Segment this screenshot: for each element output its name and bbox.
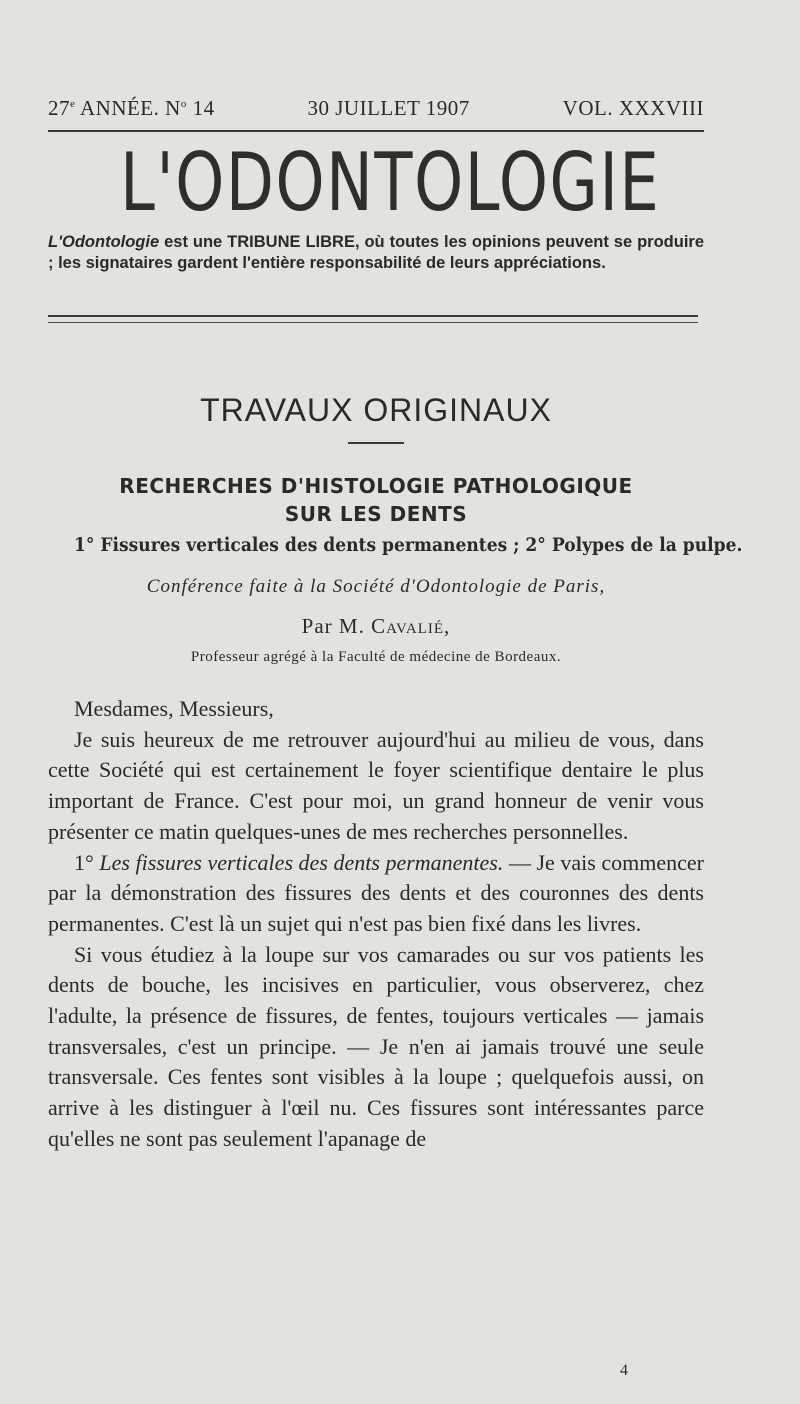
author-line: Par M. Cavalié, <box>301 614 451 638</box>
article-title <box>48 472 704 528</box>
author-affiliation: Professeur agrégé à la Faculté de médecine de Bordeaux. <box>190 649 562 665</box>
page-number: 4 <box>620 1362 628 1379</box>
issue-date: 30 JUILLET 1907 <box>307 96 470 120</box>
issue-info: 27e ANNÉE. $N^o$ 14 <box>48 96 215 120</box>
volume-number: VOL. XXXVIII <box>562 96 704 120</box>
editorial-notice <box>48 232 704 274</box>
notice-text: est une TRIBUNE LIBRE, où toutes les opinions peuvent se produire ; les signataires gardent l'entière responsabilité de leurs appréciations. <box>48 233 704 272</box>
divider-rule <box>48 315 698 317</box>
journal-title: L'ODONTOLOGIE <box>120 136 661 229</box>
running-header <box>48 96 704 121</box>
article-subtitle: 1° Fissures verticales des dents permanentes ; 2° Polypes de la pulpe. <box>74 534 743 556</box>
paragraph: Je suis heureux de me retrouver aujourd'hui au milieu de vous, dans cette Société qui est certainement le foyer scientifique dentaire le plus important de France. C'est pour moi, un grand honneur de venir vous présenter ce matin quelques-unes de mes recherches personnelles. <box>48 726 704 844</box>
conference-note: Conférence faite à la Société d'Odontologie de Paris, <box>146 576 606 597</box>
section-title: TRAVAUX ORIGINAUX <box>200 392 552 428</box>
divider-rule-thin <box>48 322 698 323</box>
author-name: Cavalié, <box>371 614 451 638</box>
article-title-line-1: RECHERCHES D'HISTOLOGIE PATHOLOGIQUE <box>119 474 633 498</box>
notice-journal-name: L'Odontologie <box>48 233 160 251</box>
article-body <box>48 694 704 1155</box>
article-title-line-2: SUR LES DENTS <box>284 502 468 526</box>
paragraph: 1° Les fissures verticales des dents permanentes. — Je vais commencer par la démonstration des fissures des dents et des couronnes des dents permanentes. C'est là un sujet qui n'est pas bien fixé dans les livres. <box>48 849 704 936</box>
salutation: Mesdames, Messieurs, <box>74 696 274 721</box>
paragraph: Si vous étudiez à la loupe sur vos camarades ou sur vos patients les dents de bouche, les incisives en particulier, vous observerez, chez l'adulte, la présence de fissures, de fentes, toujours verticales — jamais transversales, c'est un principe. — Je n'en ai jamais trouvé une seule transversale. Ces fentes sont visibles à la loupe ; quelquefois aussi, on arrive à les distinguer à l'œil nu. Ces fissures sont intéressantes parce qu'elles ne sont pas seulement l'apanage de <box>48 941 704 1151</box>
header-rule <box>48 130 704 132</box>
section-heading-inline: Les fissures verticales des dents permanentes. <box>99 849 504 875</box>
section-rule <box>348 442 404 444</box>
